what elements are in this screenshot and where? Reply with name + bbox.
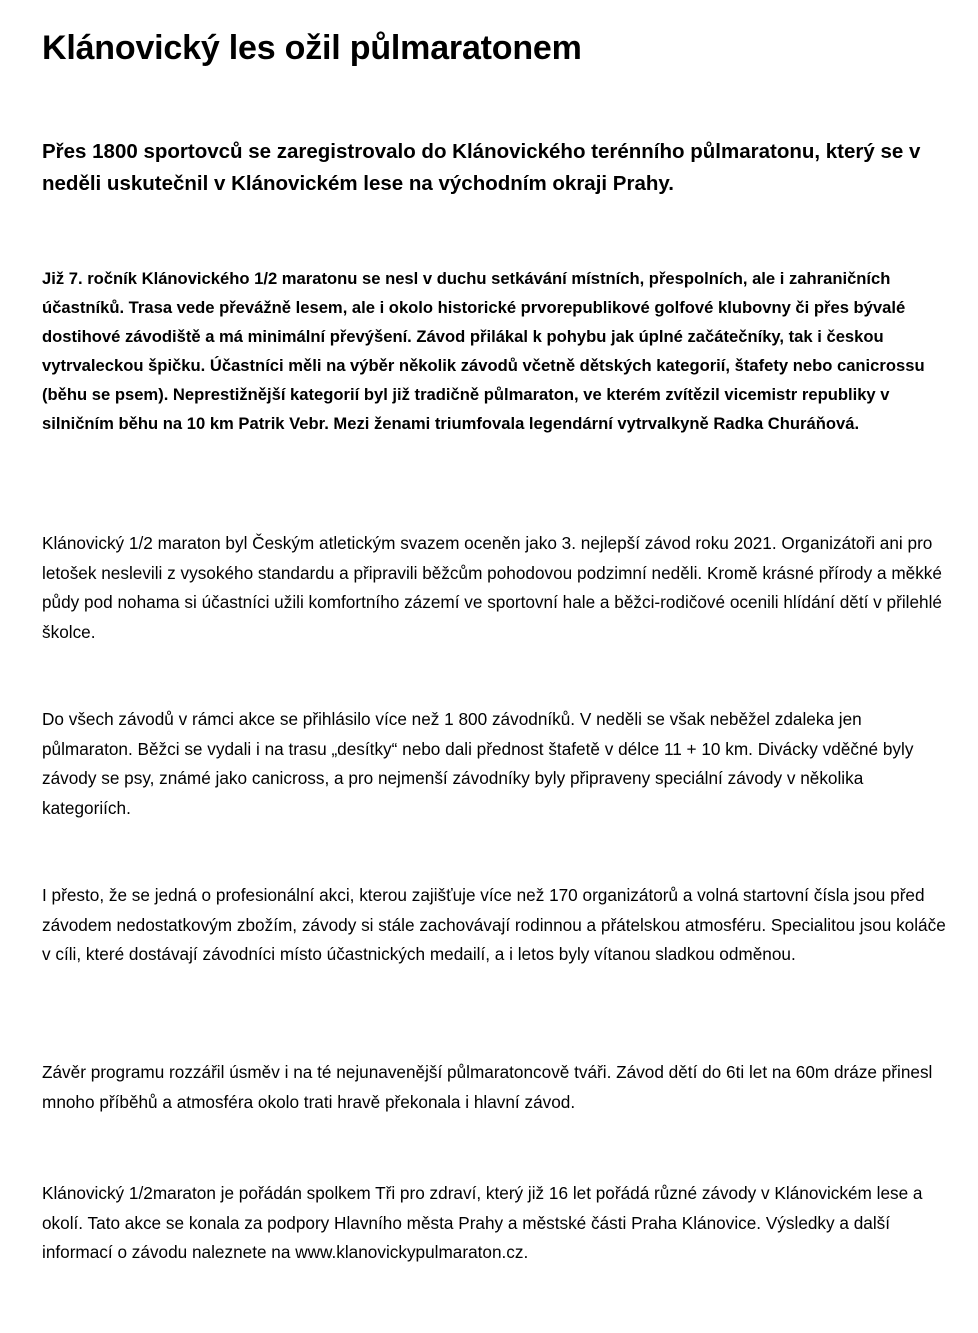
paragraph-kids-race: Závěr programu rozzářil úsměv i na té nejunavenější půlmaratoncově tváři. Závod dětí do 6ti let na 60m dráze přinesl mnoho příběhů a atmosféra okolo trati hravě překonala i hlavní závod. bbox=[42, 1062, 933, 1112]
article-intro: Již 7. ročník Klánovického 1/2 maratonu se nesl v duchu setkávání místních, přespolních, ale i zahraničních účastníků. Trasa vede převážně lesem, ale i okolo historické prvorepublikové golfové klubovny či přes bývalé dostihové závodiště a má minimální převýšení. Závod přilákal k pohybu jak úplné začátečníky, tak i českou vytrvaleckou špičku. Účastníci měli na výběr několik závodů včetně dětských kategorií, štafety nebo canicrossu (běhu se psem). Neprestižnější kategorií byl již tradičně půlmaraton, ve kterém zvítězil vicemistr republiky v silničním běhu na 10 km Patrik Vebr. Mezi ženami triumfovala legendární vytrvalkyně Radka Churáňová. bbox=[42, 269, 925, 433]
paragraph-award: Klánovický 1/2 maraton byl Českým atletickým svazem oceněn jako 3. nejlepší závod roku 2021. Organizátoři ani pro letošek neslevili z vysokého standardu a připravili běžcům pohodovou podzimní neděli. Kromě krásné přírody a měkké půdy pod nohama si účastníci užili komfortního zázemí ve sportovní hale a běžci-rodičové ocenili hlídání dětí v přilehlé školce. bbox=[42, 533, 942, 642]
paragraph-atmosphere: I přesto, že se jedná o profesionální akci, kterou zajišťuje více než 170 organizátorů a volná startovní čísla jsou před závodem nedostatkovým zbožím, závody si stále zachovávají rodinnou a přátelskou atmosféru. Specialitou jsou koláče v cíli, které dostávají závodníci místo účastnických medailí, a i letos byly vítanou sladkou odměnou. bbox=[42, 885, 946, 964]
paragraph-races: Do všech závodů v rámci akce se přihlásilo více než 1 800 závodníků. V neděli se však neběžel zdaleka jen půlmaraton. Běžci se vydali i na trasu „desítky“ nebo dali přednost štafetě v délce 11 + 10 km. Divácky vděčné byly závody se psy, známé jako canicross, a pro nejmenší závodníky byly připraveny speciální závody v několika kategoriích. bbox=[42, 709, 914, 818]
article-lead: Přes 1800 sportovců se zaregistrovalo do Klánovického terénního půlmaratonu, který se v neděli uskutečnil v Klánovickém lese na východním okraji Prahy. bbox=[42, 140, 921, 195]
paragraph-organizer: Klánovický 1/2maraton je pořádán spolkem Tři pro zdraví, který již 16 let pořádá různé závody v Klánovickém lese a okolí. Tato akce se konala za podpory Hlavního města Prahy a městské části Praha Klánovice. Výsledky a další informací o závodu naleznete na www.klanovickypulmaraton.cz. bbox=[42, 1183, 923, 1262]
article-title: Klánovický les ožil půlmaratonem bbox=[42, 29, 582, 67]
